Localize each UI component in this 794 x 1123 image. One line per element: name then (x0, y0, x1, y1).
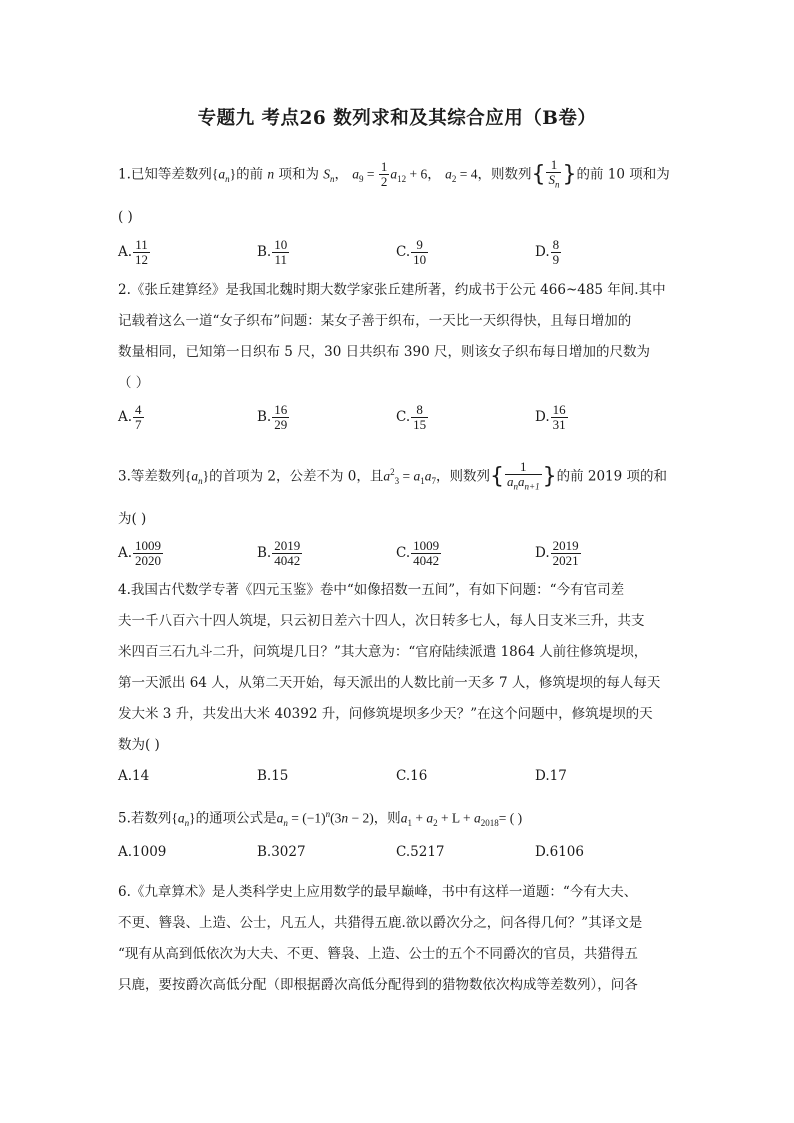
question-4-line-4: 第一天派出 64 人，从第二天开始，每天派出的人数比前一天多 7 人，修筑堤坝的每人每天 (118, 675, 661, 691)
question-2-line-2: 记载着这么一道“女子织布”问题：某女子善于织布，一天比一天织得快，且每日增加的 (118, 313, 632, 329)
question-2-option-d[interactable]: D. $\frac{16}{31}$ (535, 402, 566, 432)
question-2-option-b[interactable]: B. $\frac{16}{29}$ (257, 402, 288, 432)
question-6-line-2: 不更、簪袅、上造、公士，凡五人，共猎得五鹿.欲以爵次分之，问各得几何？”其译文是 (118, 915, 643, 931)
question-3-option-a[interactable]: A. $\frac{1009}{2020}$ (118, 538, 162, 568)
question-4-option-a[interactable]: A.14 (118, 768, 150, 784)
question-4-line-5: 发大米 3 升，共发出大米 40392 升，问修筑堤坝多少天？”在这个问题中，修筑堤坝的天 (118, 706, 653, 722)
question-5-option-b[interactable]: B.3027 (257, 844, 306, 860)
question-5-option-d[interactable]: D.6106 (535, 844, 584, 860)
question-6-line-1: 6.《九章算术》是人类科学史上应用数学的最早巅峰，书中有这样一道题：“今有大夫、 (118, 884, 638, 900)
question-5-option-a[interactable]: A.1009 (118, 844, 167, 860)
question-6-line-4: 只鹿，要按爵次高低分配（即根据爵次高低分配得到的猎物数依次构成等差数列），问各 (118, 977, 638, 993)
question-3-option-d[interactable]: D. $\frac{2019}{2021}$ (535, 538, 579, 568)
question-1-blank: ( ) (118, 209, 133, 225)
question-4-line-2: 夫一千八百六十四人筑堤，只云初日差六十四人，次日转多七人，每人日支米三升，共支 (118, 613, 645, 629)
question-5-option-c[interactable]: C.5217 (396, 844, 445, 860)
question-3-stem: 3.等差数列$\{a_n\}$的首项为 2，公差不为 0，且$a^2_3 = a_1a_7$，则数列{ $\frac{1}{a_na_{n+1}}$ }的前 2019 项的和 (118, 459, 668, 492)
question-1-option-b[interactable]: B. $\frac{10}{11}$ (257, 237, 288, 267)
page-title: 专题九 考点26 数列求和及其综合应用（B卷） (197, 108, 597, 129)
question-4-blank: 数为( ) (118, 737, 160, 753)
question-2-option-c[interactable]: C. $\frac{8}{15}$ (396, 402, 427, 432)
question-4-line-1: 4.我国古代数学专著《四元玉鉴》卷中“如像招数一五间”，有如下问题：“今有官司差 (118, 582, 625, 598)
question-2-line-3: 数量相同，已知第一日织布 5 尺，30 日共织布 390 尺，则该女子织布每日增加的尺数为 (118, 344, 650, 360)
question-3-option-c[interactable]: C. $\frac{1009}{4042}$ (396, 538, 440, 568)
question-1-option-c[interactable]: C. $\frac{9}{10}$ (396, 237, 427, 267)
question-3-option-b[interactable]: B. $\frac{2019}{4042}$ (257, 538, 301, 568)
question-6-line-3: “现有从高到低依次为大夫、不更、簪袅、上造、公士的五个不同爵次的官员，共猎得五 (118, 946, 638, 962)
question-2-line-1: 2.《张丘建算经》是我国北魏时期大数学家张丘建所著，约成书于公元 466~485 年间.其中 (118, 282, 666, 298)
question-3-blank: 为( ) (118, 511, 147, 527)
question-4-option-d[interactable]: D.17 (535, 768, 567, 784)
question-4-option-b[interactable]: B.15 (257, 768, 289, 784)
question-1-stem: 1.已知等差数列$\{a_n\}$的前 n 项和为 $S_n$， $a_9$ = $\frac{1}{2}$ $a_{12} + 6$， $a_2 = 4$，则数列{ $\frac{1}{S_n}$ }的前 10 项和为 (118, 157, 670, 190)
question-4-option-c[interactable]: C.16 (396, 768, 428, 784)
question-1-option-a[interactable]: A. $\frac{11}{12}$ (118, 237, 149, 267)
question-5-stem: 5.若数列$\{a_n\}$的通项公式是$a_n = (-1)^n(3n - 2)$，则$a_1 + a_2 + L + a_{2018}=$ ( ) (118, 809, 523, 829)
question-4-line-3: 米四百三石九斗二升，问筑堤几日？”其大意为：“官府陆续派遣 1864 人前往修筑堤坝， (118, 644, 648, 660)
question-2-option-a[interactable]: A. $\frac{4}{7}$ (118, 402, 142, 432)
question-2-blank: （ ） (118, 375, 150, 391)
question-1-option-d[interactable]: D. $\frac{8}{9}$ (535, 237, 560, 267)
